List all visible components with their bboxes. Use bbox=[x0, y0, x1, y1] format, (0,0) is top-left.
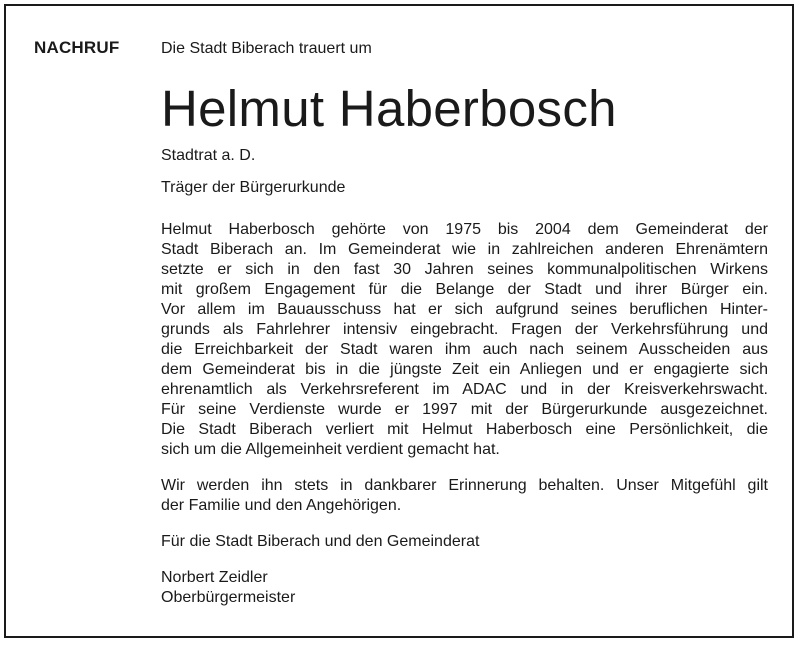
biography-line: sich um die Allgemeinheit verdient gemacht hat. bbox=[161, 441, 500, 458]
title-stadtrat: Stadtrat a. D. bbox=[161, 147, 256, 164]
biography-line: Die Stadt Biberach verliert mit Helmut Haberbosch eine Persönlichkeit, die bbox=[161, 421, 768, 438]
biography-line: Stadt Biberach an. Im Gemeinderat wie in zahlreichen anderen Ehrenämtern bbox=[161, 241, 768, 258]
remembrance-paragraph bbox=[161, 476, 768, 516]
on-behalf-line: Für die Stadt Biberach und den Gemeinderat bbox=[161, 533, 480, 550]
biography-line: Helmut Haberbosch gehörte von 1975 bis 2004 dem Gemeinderat der bbox=[161, 221, 768, 238]
biography-line: ehrenamtlich als Verkehrsreferent im ADAC und in der Kreisverkehrswacht. bbox=[161, 381, 768, 398]
notice-label: NACHRUF bbox=[34, 38, 120, 57]
signer-role: Oberbürgermeister bbox=[161, 589, 296, 606]
biography-line: dem Gemeinderat bis in die jüngste Zeit ein Anliegen und er engagierte sich bbox=[161, 361, 768, 378]
biography-line: Für seine Verdienste wurde er 1997 mit der Bürgerurkunde ausgezeichnet. bbox=[161, 401, 768, 418]
biography-line: mit großem Engagement für die Belange der Stadt und ihrer Bürger ein. bbox=[161, 281, 768, 298]
biography-line: setzte er sich in den fast 30 Jahren seines kommunalpolitischen Wirkens bbox=[161, 261, 768, 278]
title-buergerurkunde: Träger der Bürgerurkunde bbox=[161, 179, 346, 196]
biography-line: Vor allem im Bauausschuss hat er sich aufgrund seines beruflichen Hinter- bbox=[161, 301, 768, 318]
biography-paragraph bbox=[161, 220, 768, 460]
signer-name: Norbert Zeidler bbox=[161, 569, 268, 586]
signature-block bbox=[161, 568, 768, 608]
notice-content bbox=[161, 80, 768, 608]
biography-line: grunds als Fahrlehrer intensiv eingebracht. Fragen der Verkehrsführung und bbox=[161, 321, 768, 338]
intro-text: Die Stadt Biberach trauert um bbox=[161, 40, 372, 57]
remembrance-line: Wir werden ihn stets in dankbarer Erinnerung behalten. Unser Mitgefühl gilt bbox=[161, 477, 768, 494]
deceased-name: Helmut Haberbosch bbox=[161, 80, 617, 137]
biography-line: die Erreichbarkeit der Stadt waren ihm auch nach seinem Ausscheiden aus bbox=[161, 341, 768, 358]
remembrance-line: der Familie und den Angehörigen. bbox=[161, 497, 402, 514]
